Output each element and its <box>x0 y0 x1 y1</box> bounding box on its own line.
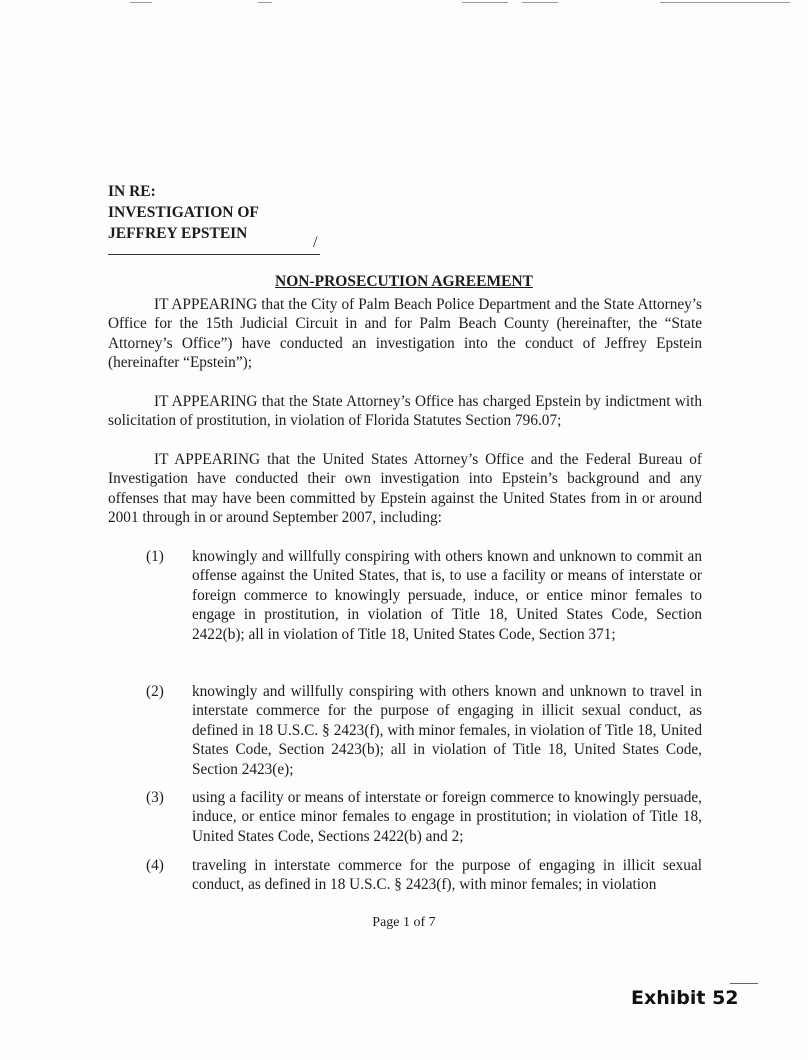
list-item-text: knowingly and willfully conspiring with others known and unknown to travel in interstate commerce for the purpose of engaging in illicit sexual conduct, as defined in 18 U.S.C. § 2423(f), with minor females, in violation of Title 18, United States Code, Section 2423(b); all in violation of Title 18, United States Code, Section 2423(e); <box>192 683 702 778</box>
scan-edge-line <box>462 2 508 3</box>
list-item-number: (1) <box>146 548 164 565</box>
list-item-number: (4) <box>146 857 164 874</box>
list-item-text: traveling in interstate commerce for the purpose of engaging in illicit sexual conduct, as defined in 18 U.S.C. § 2423(f), with minor females; in violation <box>192 857 702 894</box>
caption-line: IN RE: <box>108 183 156 200</box>
list-item-text: using a facility or means of interstate or foreign commerce to knowingly persuade, induce, or entice minor females to engage in prostitution; in violation of Title 18, United States Code, Sections 2422(b) and 2; <box>192 789 702 845</box>
exhibit-label: Exhibit 52 <box>631 987 739 1009</box>
exhibit-tab-line <box>730 983 758 984</box>
caption-rule <box>108 254 320 255</box>
document-title: NON-PROSECUTION AGREEMENT <box>275 273 533 290</box>
scan-edge-line <box>522 2 558 3</box>
list-item-text: knowingly and willfully conspiring with others known and unknown to commit an offense against the United States, that is, to use a facility or means of interstate or foreign commerce to knowingly persuade, induce, or entice minor females to engage in prostitution, in violation of Title 18, United States Code, Section 2422(b); all in violation of Title 18, United States Code, Section 371; <box>192 548 702 643</box>
caption-slash: / <box>313 234 318 251</box>
case-caption <box>108 181 259 244</box>
paragraph: IT APPEARING that the City of Palm Beach Police Department and the State Attorney’s Office for the 15th Judicial Circuit in and for Palm Beach County (hereinafter, the “State Attorney’s Office”) have conducted an investigation into the conduct of Jeffrey Epstein (hereinafter “Epstein”); <box>108 296 702 372</box>
paragraph: IT APPEARING that the State Attorney’s Office has charged Epstein by indictment with solicitation of prostitution, in violation of Florida Statutes Section 796.07; <box>108 393 702 430</box>
caption-line: INVESTIGATION OF <box>108 204 259 221</box>
page-number: Page 1 of 7 <box>372 915 436 930</box>
list-item-number: (3) <box>146 789 164 806</box>
list-item-number: (2) <box>146 683 164 700</box>
caption-line: JEFFREY EPSTEIN <box>108 225 248 242</box>
scan-edge-line <box>258 2 272 3</box>
scan-edge-line <box>130 2 152 3</box>
scan-edge-line <box>660 2 790 3</box>
paragraph: IT APPEARING that the United States Attorney’s Office and the Federal Bureau of Investigation have conducted their own investigation into Epstein’s background and any offenses that may have been committed by Epstein against the United States from in or around 2001 through in or around September 2007, including: <box>108 451 702 527</box>
